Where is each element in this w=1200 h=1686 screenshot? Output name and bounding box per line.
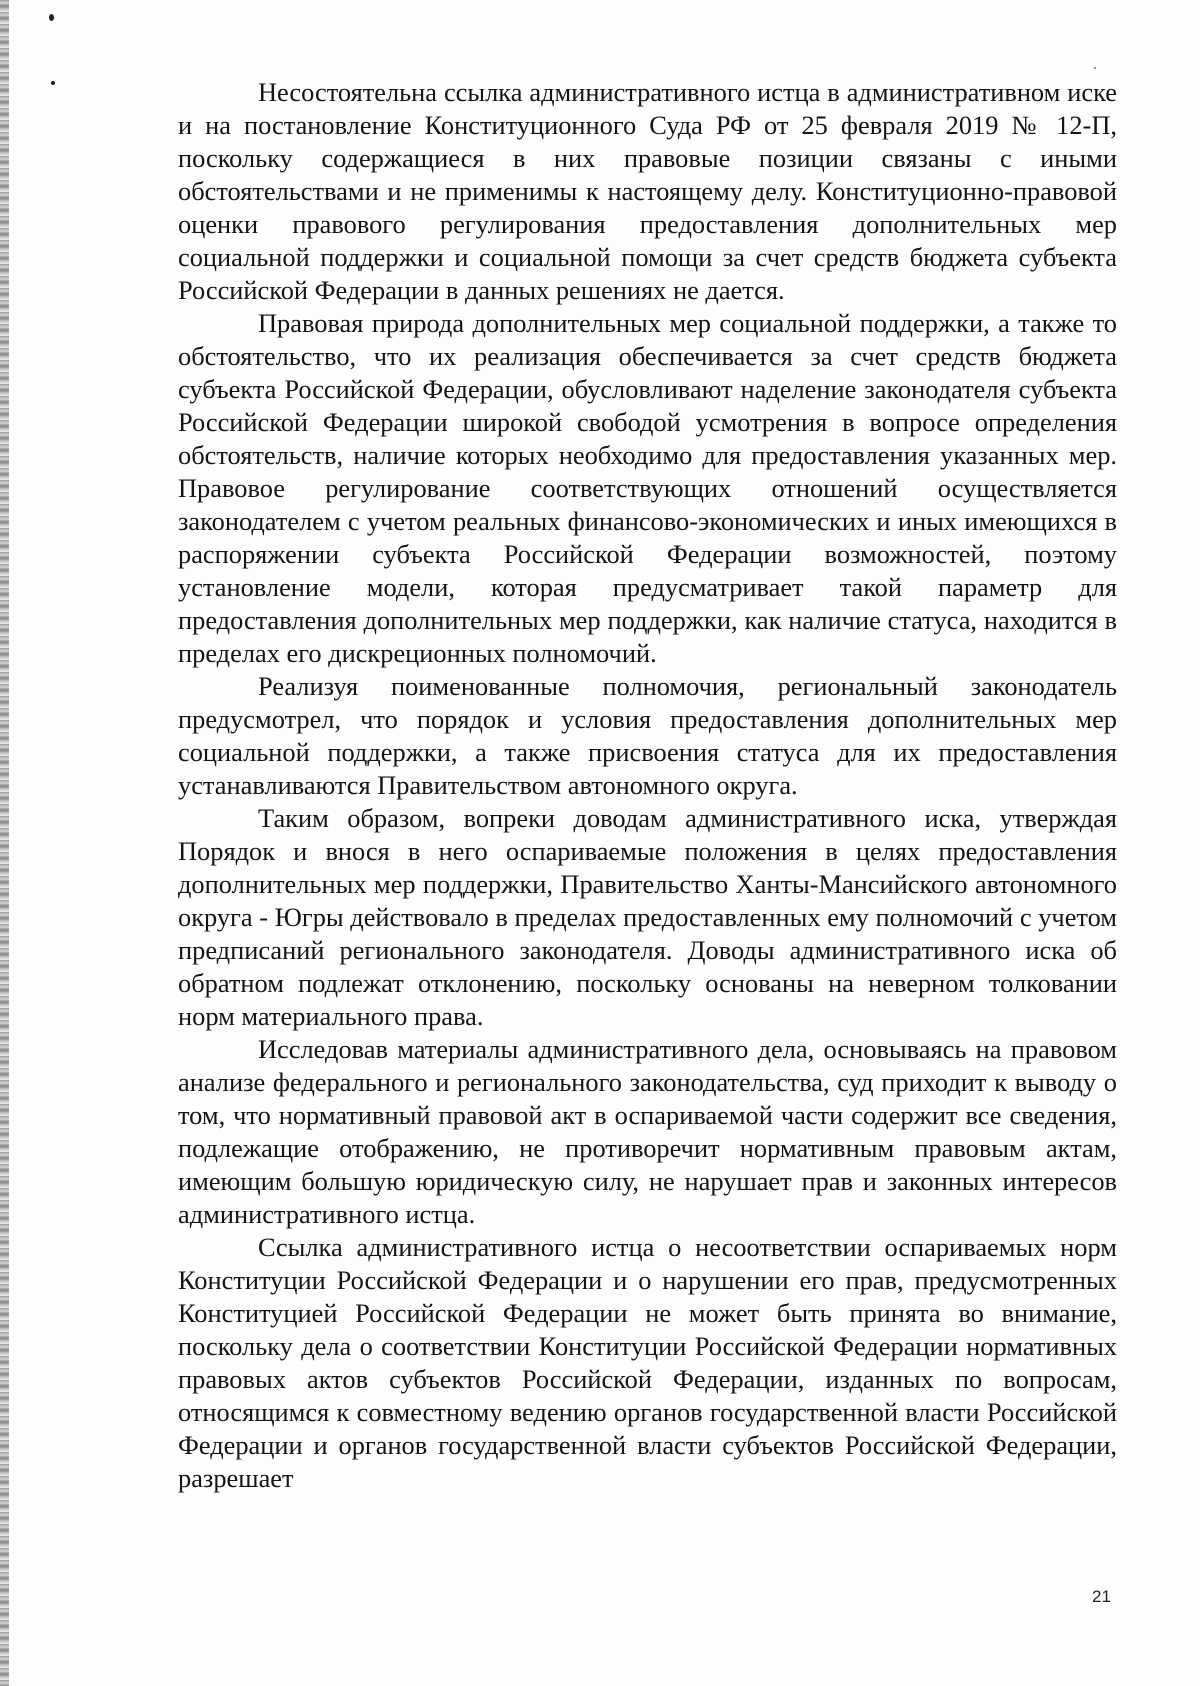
paragraph-3: Реализуя поименованные полномочия, региональный законодатель предусмотрел, что порядок и условия предоставления дополнительных мер социальной поддержки, а также присвоения статуса для их предоставления устанавливаются Правительством автономного округа.	[178, 671, 1117, 800]
paragraph-5: Исследовав материалы административного дела, основываясь на правовом анализе федерального и регионального законодательства, суд приходит к выводу о том, что нормативный правовой акт в оспариваемой части содержит все сведения, подлежащие отображению, не противоречит нормативным правовым актам, имеющим большую юридическую силу, не нарушает прав и законных интересов административного истца.	[178, 1034, 1117, 1229]
paragraph-4: Таким образом, вопреки доводам административного иска, утверждая Порядок и внося в него оспариваемые положения в целях предоставления дополнительных мер поддержки, Правительство Ханты-Мансийского автономного округа - Югры действовало в пределах предоставленных ему полномочий с учетом предписаний регионального законодателя. Доводы административного иска об обратном подлежат отклонению, поскольку основаны на неверном толковании норм материального права.	[178, 803, 1117, 1031]
scan-speck	[1094, 67, 1096, 69]
scan-speck	[51, 81, 55, 85]
scan-edge-shadow	[0, 0, 9, 1686]
paragraph-6: Ссылка административного истца о несоответствии оспариваемых норм Конституции Российской Федерации и о нарушении его прав, предусмотренных Конституцией Российской Федерации не может быть принята во внимание, поскольку дела о соответствии Конституции Российской Федерации нормативных правовых актов субъектов Российской Федерации, изданных по вопросам, относящимся к совместному ведению органов государственной власти Российской Федерации и органов государственной власти субъектов Российской Федерации, разрешает	[178, 1232, 1117, 1493]
scan-speck	[49, 14, 54, 21]
paragraph-2: Правовая природа дополнительных мер социальной поддержки, а также то обстоятельство, что их реализация обеспечивается за счет средств бюджета субъекта Российской Федерации, обусловливают наделение законодателя субъекта Российской Федерации широкой свободой усмотрения в вопросе определения обстоятельств, наличие которых необходимо для предоставления указанных мер. Правовое регулирование соответствующих отношений осуществляется законодателем с учетом реальных финансово-экономических и иных имеющихся в распоряжении субъекта Российской Федерации возможностей, поэтому установление модели, которая предусматривает такой параметр для предоставления дополнительных мер поддержки, как наличие статуса, находится в пределах его дискреционных полномочий.	[178, 308, 1117, 668]
paragraph-1: Несостоятельна ссылка административного истца в административном иске и на постановление Конституционного Суда РФ от 25 февраля 2019 № 12-П, поскольку содержащиеся в них правовые позиции связаны с иными обстоятельствами и не применимы к настоящему делу. Конституционно-правовой оценки правового регулирования предоставления дополнительных мер социальной поддержки и социальной помощи за счет средств бюджета субъекта Российской Федерации в данных решениях не дается.	[178, 77, 1117, 305]
page-number: 21	[1092, 1587, 1111, 1606]
document-body	[178, 76, 1117, 1495]
